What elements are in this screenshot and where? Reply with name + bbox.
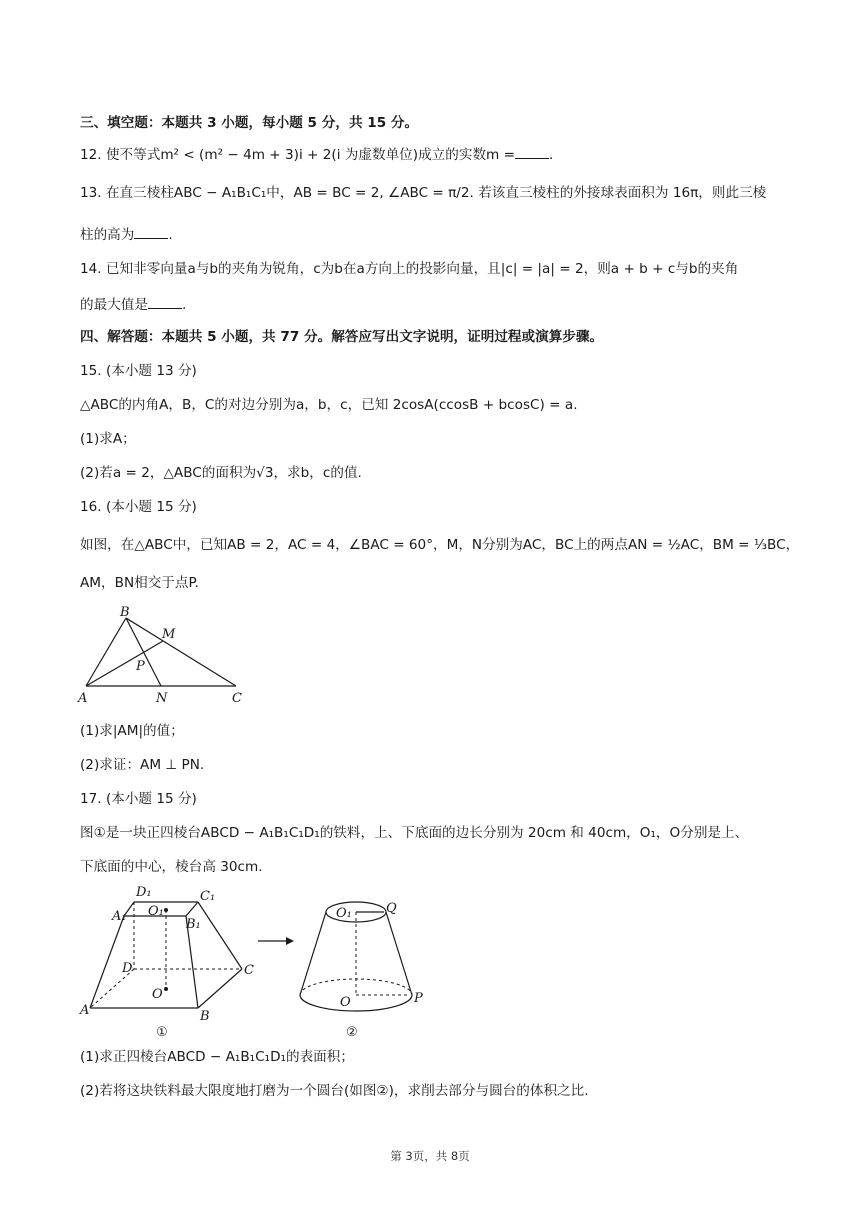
q13-suffix: . — [168, 227, 173, 243]
right-generatrix — [386, 912, 412, 995]
label-a: A — [78, 691, 88, 706]
q12-suffix: . — [549, 147, 554, 163]
question-17-stem-1: 图①是一块正四棱台ABCD − A₁B₁C₁D₁的铁料，上、下底面的边长分别为 20cm 和 40cm，O₁，O分别是上、 — [80, 825, 749, 841]
label-b: B — [200, 1009, 210, 1024]
bottom-front-arc — [300, 995, 412, 1011]
question-17-stem-2: 下底面的中心，棱台高 30cm. — [80, 859, 263, 875]
edge-a1a — [90, 916, 124, 1008]
label-c: C — [244, 963, 254, 978]
question-16-header: 16. (本小题 15 分) — [80, 499, 197, 515]
label-o1: O₁ — [336, 906, 352, 921]
figure-2-caption: ② — [346, 1025, 358, 1040]
question-17-header: 17. (本小题 15 分) — [80, 791, 197, 807]
q14-suffix: . — [181, 297, 187, 313]
question-16-stem-2: AM，BN相交于点P. — [80, 575, 199, 591]
label-d: D — [122, 961, 133, 976]
triangle-figure — [74, 602, 254, 708]
section-3-heading: 三、填空题：本题共 3 小题，每小题 5 分，共 15 分。 — [80, 115, 419, 131]
point-o1 — [164, 908, 168, 912]
frustum-figure-1 — [76, 882, 266, 1042]
label-p: P — [136, 659, 145, 674]
question-14-line-1: 14. 已知非零向量a与b的夹角为锐角，c为b在a方向上的投影向量，且|c| = |a| = 2，则a + b + c与b的夹角 — [80, 261, 739, 277]
question-15-part-1: (1)求A； — [80, 431, 136, 447]
label-a: A — [80, 1003, 90, 1018]
q13-line2-text: 柱的高为 — [80, 227, 135, 243]
question-12: 12. 使不等式m² < (m² − 4m + 3)i + 2(i 为虚数单位)成立的实数m = . — [80, 147, 554, 163]
answer-blank — [148, 296, 182, 309]
edge-c1c — [198, 902, 242, 969]
label-o: O — [340, 995, 351, 1010]
figure-1-caption: ① — [156, 1025, 168, 1040]
circular-frustum-figure-2 — [290, 890, 440, 1042]
question-15-part-2: (2)若a = 2，△ABC的面积为√3，求b，c的值. — [80, 465, 362, 481]
question-15-stem: △ABC的内角A，B，C的对边分别为a，b，c，已知 2cosA(ccosB + bcosC) = a. — [80, 397, 578, 413]
question-16-part-2: (2)求证：AM ⊥ PN. — [80, 757, 205, 773]
segment-am — [86, 641, 163, 686]
label-n: N — [156, 691, 168, 706]
label-p: P — [414, 991, 423, 1006]
edge-bc — [198, 969, 242, 1008]
q14-line2-text: 的最大值是 — [80, 297, 148, 313]
segment-bc — [126, 618, 236, 686]
label-c1: C₁ — [200, 889, 216, 904]
point-o — [164, 987, 168, 991]
question-15-header: 15. (本小题 13 分) — [80, 363, 197, 379]
label-o1: O₁ — [148, 904, 164, 919]
label-d1: D₁ — [136, 885, 152, 900]
question-13-line-1: 13. 在直三棱柱ABC − A₁B₁C₁中，AB = BC = 2, ∠ABC = π/2. 若该直三棱柱的外接球表面积为 16π，则此三棱 — [80, 185, 767, 201]
label-b1: B₁ — [186, 917, 201, 932]
question-17-part-1: (1)求正四棱台ABCD − A₁B₁C₁D₁的表面积； — [80, 1049, 354, 1065]
segment-ab — [86, 618, 126, 686]
edge-c1b1 — [186, 902, 198, 916]
label-o: O — [152, 987, 163, 1002]
answer-blank — [134, 226, 168, 239]
section-4-heading: 四、解答题：本题共 5 小题，共 77 分。解答应写出文字说明，证明过程或演算步骤。 — [80, 329, 604, 345]
question-16-stem-1: 如图，在△ABC中，已知AB = 2，AC = 4，∠BAC = 60°，M，N分别为AC，BC上的两点AN = ½AC，BM = ⅓BC， — [80, 537, 800, 553]
page-footer: 第 3页，共 8页 — [390, 1149, 470, 1163]
question-14-line-2 — [80, 296, 780, 314]
question-13-line-2 — [80, 226, 780, 244]
question-17-part-2: (2)若将这块铁料最大限度地打磨为一个圆台(如图②)，求削去部分与圆台的体积之比. — [80, 1083, 589, 1099]
label-q: Q — [386, 901, 397, 916]
label-m: M — [162, 627, 176, 642]
question-16-part-1: (1)求|AM|的值； — [80, 723, 184, 739]
answer-blank — [515, 146, 549, 159]
label-c: C — [232, 691, 242, 706]
label-a1: A₁ — [112, 909, 127, 924]
label-b: B — [120, 605, 130, 620]
